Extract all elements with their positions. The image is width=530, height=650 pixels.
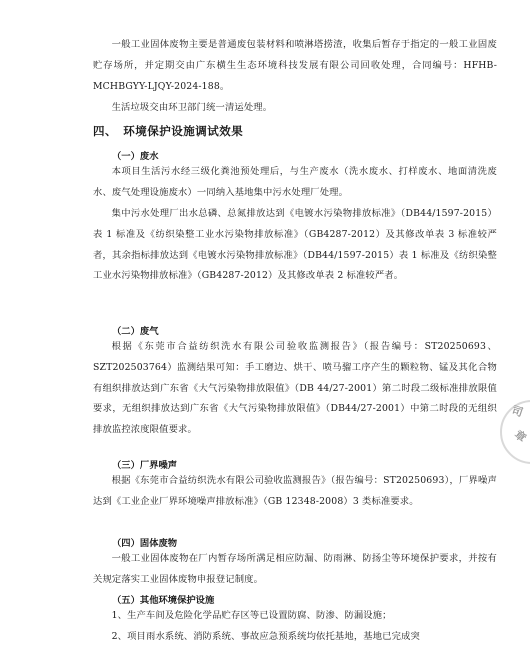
paragraph-solid-waste: 一般工业固体废物在厂内暂存场所满足相应防漏、防雨淋、防扬尘等环境保护要求，并按有关规定落实工业固体废物申报登记制度。 bbox=[93, 553, 497, 585]
paragraph-boundary-noise: 根据《东莞市合益纺织洗水有限公司验收监测报告》（报告编号：ST20250693），厂界噪声达到《工业企业厂界环境噪声排放标准》（GB 12348-2008）3 类标准要求。 bbox=[93, 475, 497, 507]
subheading-other-facilities: （五）其他环境保护设施 bbox=[112, 595, 215, 606]
paragraph-other-facilities-2: 2、项目雨水系统、消防系统、事故应急预系统均依托基地，基地已完成突 bbox=[111, 631, 420, 642]
subheading-wastewater: （一）废水 bbox=[112, 151, 159, 162]
paragraph-wastewater-1: 本项目生活污水经三级化粪池预处理后，与生产废水（洗水废水、打样废水、地面清洗废水、废气处理设施废水）一同纳入基地集中污水处理厂处理。 bbox=[93, 166, 497, 198]
paragraph-household-garbage: 生活垃圾交由环卫部门统一清运处理。 bbox=[111, 102, 273, 113]
subheading-solid-waste: （四）固体废物 bbox=[112, 538, 178, 549]
paragraph-solid-waste-general: 一般工业固体废物主要是普通废包装材料和喷淋塔捞渣，收集后暂存于指定的一般工业固废贮存场所，并定期交由广东横生生态环境科技发展有限公司回收处理，合同编号：HFHB-MCHBGYY-LJQY-2024-188。 bbox=[93, 39, 497, 92]
paragraph-exhaust-gas: 根据《东莞市合益纺织洗水有限公司验收监测报告》（报告编号：ST20250693、SZT202503764）监测结果可知：手工磨边、烘干、喷马骝工序产生的颗粒物、锰及其化合物有组织排放达到广东省《大气污染物排放限值》（DB 44/27-2001）第二时段二级标准排放限值要求，无组织排放达到广东省《大气污染物排放限值》（DB44/27-2001）中第二时段的无组织排放监控浓度限值要求。 bbox=[93, 341, 497, 436]
paragraph-other-facilities-1: 1、生产车间及危险化学品贮存区等已设置防腐、防渗、防漏设施； bbox=[111, 610, 392, 621]
seal-char-1: 司 bbox=[510, 403, 525, 420]
seal-char-2: 章 bbox=[511, 427, 529, 445]
subheading-exhaust-gas: （二）废气 bbox=[112, 326, 159, 337]
paragraph-wastewater-2: 集中污水处理厂出水总磷、总氮排放达到《电镀水污染物排放标准》（DB44/1597-2015）表 1 标准及《纺织染整工业水污染物排放标准》（GB4287-2012）及其修改单表 3 标准较严者，其余指标排放达到《电镀水污染物排放标准》（DB44/1597-2015）表 1 标准及《纺织染整工业水污染物排放标准》（GB4287-2012）及其修改单表 2 标准较严者。 bbox=[93, 208, 497, 282]
section-heading-4: 四、 环境保护设施调试效果 bbox=[93, 124, 244, 138]
subheading-boundary-noise: （三）厂界噪声 bbox=[112, 460, 178, 471]
